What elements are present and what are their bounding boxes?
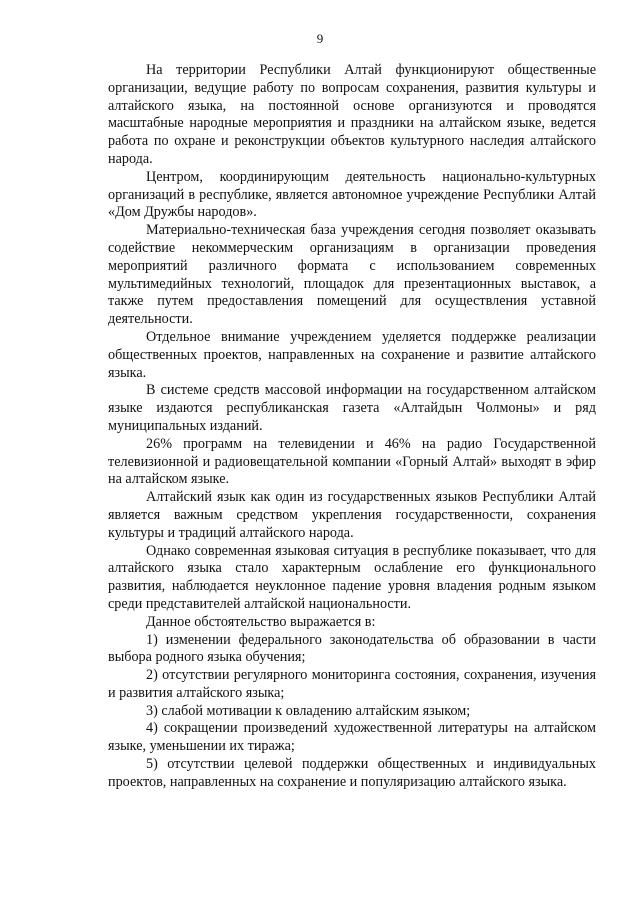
paragraph-broadcasting: 26% программ на телевидении и 46% на радио Государственной телевизионной и радиовещательной компании «Горный Алтай» выходят в эфир на алтайском языке.: [108, 435, 596, 488]
paragraph-list-intro: Данное обстоятельство выражается в:: [146, 613, 376, 630]
paragraph-friendship-house: Центром, координирующим деятельность национально-культурных организаций в республике, является автономное учреждение Республики Алтай «Дом Дружбы народов».: [108, 168, 596, 221]
paragraph-state-language: Алтайский язык как один из государственных языков Республики Алтай является важным средством укрепления государственности, сохранения культуры и традиций алтайского народа.: [108, 489, 596, 541]
document-body: [108, 62, 596, 792]
paragraph-public-organizations: На территории Республики Алтай функционируют общественные организации, ведущие работу по вопросам сохранения, развития культуры и алтайского языка, на постоянной основе организуются и проводятся масштабные народные мероприятия и праздники на алтайском языке, ведется работа по охране и реконструкции объектов культурного наследия алтайского народа.: [108, 62, 596, 167]
page-number: 9: [316, 31, 324, 46]
paragraph-language-situation: Однако современная языковая ситуация в республике показывает, что для алтайского языка стало характерным ослабление его функционального развития, наблюдается неуклонное падение уровня владения родным языком среди представителей алтайской национальности.: [108, 542, 596, 612]
list-item-monitoring: 2) отсутствии регулярного мониторинга состояния, сохранения, изучения и развития алтайского языка;: [108, 667, 596, 701]
list-item-literature: 4) сокращении произведений художественной литературы на алтайском языке, уменьшении их тиража;: [108, 720, 596, 755]
paragraph-mass-media: В системе средств массовой информации на государственном алтайском языке издаются республиканская газета «Алтайдын Чолмоны» и ряд муниципальных изданий.: [108, 382, 596, 434]
paragraph-project-support: Отдельное внимание учреждением уделяется поддержке реализации общественных проектов, направленных на сохранение и развитие алтайского языка.: [108, 328, 596, 381]
paragraph-material-base: Материально-техническая база учреждения сегодня позволяет оказывать содействие некоммерческим организациям в организации проведения мероприятий различного формата с использованием современных мультимедийных технологий, площадок для презентационных выставок, а также путем предоставления помещений для осуществления уставной деятельности.: [108, 222, 596, 328]
list-item-project-support: 5) отсутствии целевой поддержки общественных и индивидуальных проектов, направленных на сохранение и популяризацию алтайского языка.: [108, 756, 596, 790]
list-item-motivation: 3) слабой мотивации к овладению алтайским языком;: [146, 702, 471, 719]
list-item-legislation: 1) изменении федерального законодательства об образовании в части выбора родного языка обучения;: [108, 631, 596, 666]
